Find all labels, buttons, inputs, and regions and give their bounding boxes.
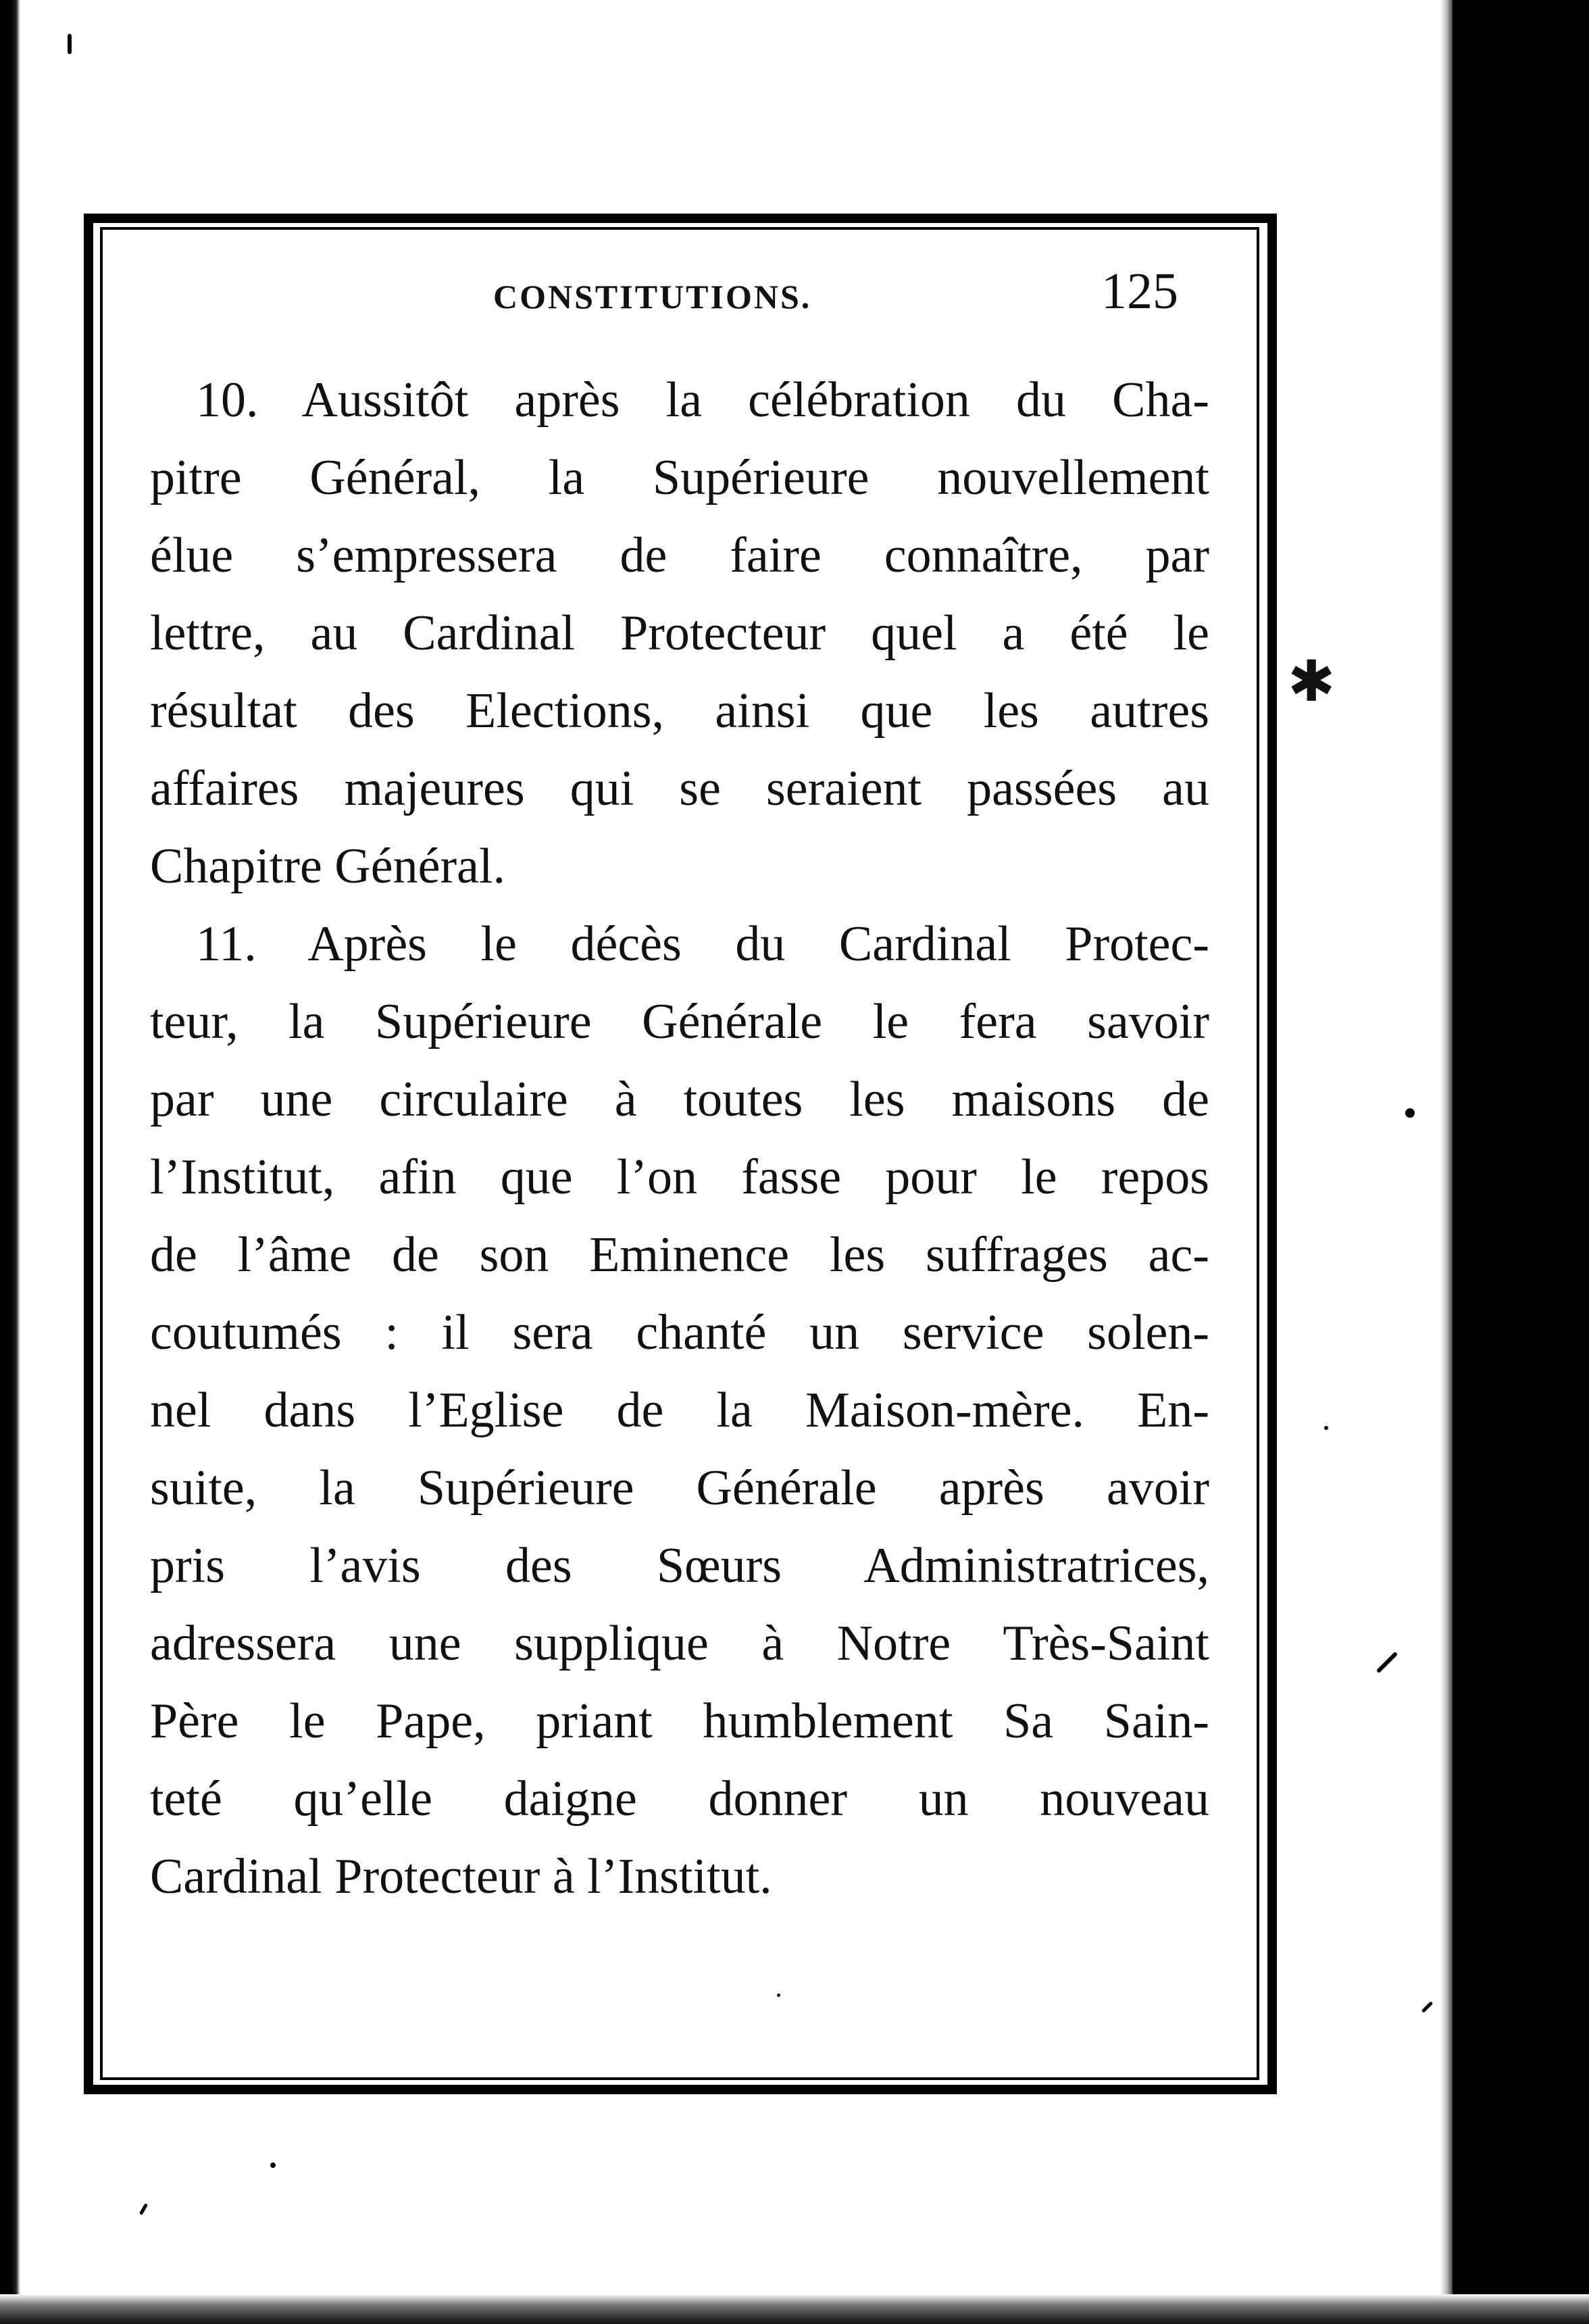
text-line: lettre, au Cardinal Protecteur quel a été le bbox=[150, 605, 1209, 661]
text-line: 11. Après le décès du Cardinal Protec- bbox=[196, 916, 1209, 972]
margin-ornament: ✱ bbox=[1288, 651, 1336, 714]
text-line: par une circulaire à toutes les maisons de bbox=[150, 1072, 1209, 1127]
scan-edge-right bbox=[1453, 0, 1589, 2324]
text-line: de l’âme de son Eminence les suffrages ac- bbox=[150, 1227, 1209, 1283]
scan-speck bbox=[1405, 1108, 1415, 1118]
text-line: Chapitre Général. bbox=[150, 839, 505, 894]
scan-edge-left bbox=[0, 0, 20, 2324]
scan-speck bbox=[1324, 1426, 1328, 1430]
text-line: nel dans l’Eglise de la Maison-mère. En- bbox=[150, 1383, 1209, 1438]
scan-speck bbox=[270, 2162, 276, 2168]
text-line: adressera une supplique à Notre Très-Saint bbox=[150, 1616, 1209, 1671]
running-head: CONSTITUTIONS. bbox=[493, 278, 812, 316]
text-line: Cardinal Protecteur à l’Institut. bbox=[150, 1849, 772, 1904]
scan-speck bbox=[1376, 1652, 1398, 1674]
text-line: suite, la Supérieure Générale après avoir bbox=[150, 1460, 1209, 1516]
scan-speck bbox=[68, 34, 72, 54]
text-line: teur, la Supérieure Générale le fera savoir bbox=[150, 994, 1209, 1049]
scan-speck bbox=[1421, 2001, 1434, 2013]
text-line: affaires majeures qui se seraient passées au bbox=[150, 761, 1209, 816]
text-line: teté qu’elle daigne donner un nouveau bbox=[150, 1771, 1209, 1827]
scan-edge-bottom bbox=[0, 2294, 1589, 2324]
text-line: pitre Général, la Supérieure nouvellement bbox=[150, 450, 1209, 505]
scan-speck bbox=[139, 2203, 148, 2215]
text-line: résultat des Elections, ainsi que les autres bbox=[150, 683, 1209, 739]
text-line: Père le Pape, priant humblement Sa Sain- bbox=[150, 1693, 1209, 1749]
page-number: 125 bbox=[1101, 263, 1178, 320]
text-line: 10. Aussitôt après la célébration du Cha- bbox=[196, 372, 1209, 428]
text-line: pris l’avis des Sœurs Administratrices, bbox=[150, 1538, 1209, 1593]
scan-speck bbox=[777, 1994, 780, 1997]
text-line: élue s’empressera de faire connaître, par bbox=[150, 528, 1209, 583]
text-line: coutumés : il sera chanté un service solen- bbox=[150, 1305, 1209, 1360]
text-line: l’Institut, afin que l’on fasse pour le repos bbox=[150, 1149, 1209, 1205]
